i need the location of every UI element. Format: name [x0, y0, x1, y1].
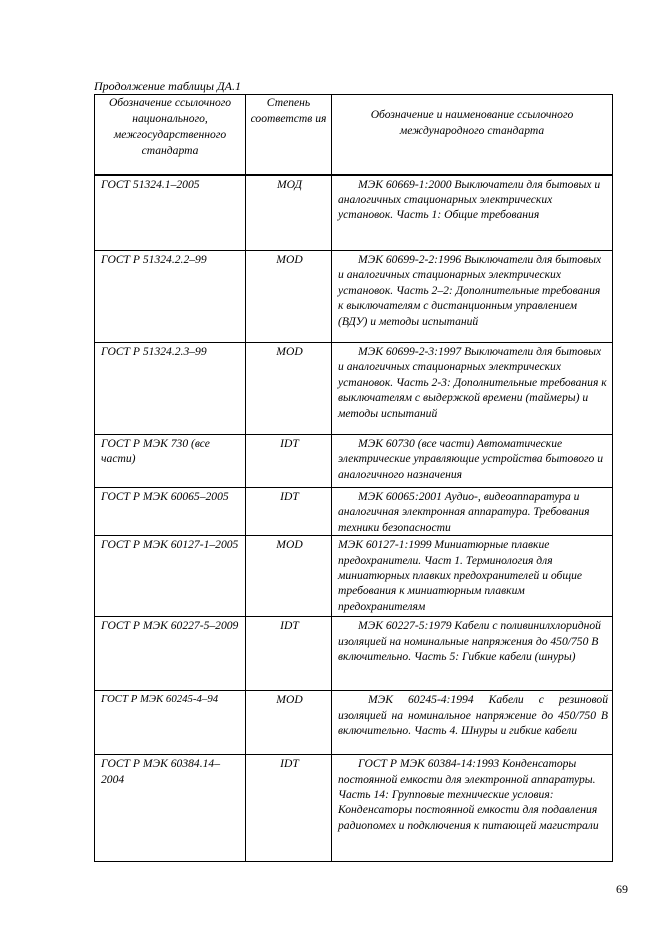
table-header-row [95, 95, 613, 175]
degree-cell: MOD [246, 343, 332, 435]
national-standard-cell: ГОСТ Р МЭК 60065–2005 [95, 488, 246, 536]
degree-cell: MOD [246, 536, 332, 617]
national-standard-cell: ГОСТ Р МЭК 60227-5–2009 [95, 617, 246, 691]
national-standard-cell: ГОСТ Р МЭК 60384.14–2004 [95, 755, 246, 862]
national-standard-cell: ГОСТ Р МЭК 60127-1–2005 [95, 536, 246, 617]
international-standard-cell: МЭК 60127-1:1999 Миниатюрные плавкие предохранители. Част 1. Терминология для миниатюрных плавких предохранителей и общие требования к миниатюрным плавким предохранителям [332, 536, 613, 617]
table-caption: Продолжение таблицы ДА.1 [94, 79, 241, 93]
national-standard-cell: ГОСТ Р 51324.2.2–99 [95, 251, 246, 343]
table-row [95, 343, 613, 435]
international-standard-cell: МЭК 60699-2-2:1996 Выключатели для бытовых и аналогичных стационарных электрических установок. Часть 2–2: Дополнительные требования к выключателям с дистанционным управлением (ВДУ) и методы испытаний [332, 251, 613, 343]
international-standard-cell: ГОСТ Р МЭК 60384-14:1993 Конденсаторы постоянной емкости для электронной аппаратуры. Часть 14: Групповые технические условия: Конденсаторы постоянной емкости для подавления радиопомех и подключения к питающей магистрали [332, 755, 613, 862]
international-standard-cell: МЭК 60245-4:1994 Кабели с резиновой изоляцией на номинальное напряжение до 450/750 В включительно. Часть 4. Шнуры и гибкие кабели [332, 691, 613, 755]
table-row [95, 755, 613, 862]
header-international-standard: Обозначение и наименование ссылочного международного стандарта [332, 95, 613, 175]
degree-cell: IDT [246, 617, 332, 691]
national-standard-cell: ГОСТ Р МЭК 60245-4–94 [95, 691, 246, 755]
international-standard-cell: МЭК 60730 (все части) Автоматические электрические управляющие устройства бытового и аналогичного назначения [332, 435, 613, 488]
degree-cell: MOD [246, 691, 332, 755]
degree-cell: IDT [246, 435, 332, 488]
table-row [95, 435, 613, 488]
national-standard-cell: ГОСТ Р МЭК 730 (все части) [95, 435, 246, 488]
table-row [95, 488, 613, 536]
table-row [95, 536, 613, 617]
table-row [95, 175, 613, 251]
national-standard-cell: ГОСТ 51324.1–2005 [95, 175, 246, 251]
international-standard-cell: МЭК 60669-1:2000 Выключатели для бытовых и аналогичных стационарных электрических установок. Часть 1: Общие требования [332, 175, 613, 251]
national-standard-cell: ГОСТ Р 51324.2.3–99 [95, 343, 246, 435]
page-number: 69 [616, 882, 628, 896]
table-row [95, 251, 613, 343]
reference-standards-table [94, 94, 613, 862]
international-standard-cell: МЭК 60227-5:1979 Кабели с поливинилхлоридной изоляцией на номинальные напряжения до 450/750 В включительно. Часть 5: Гибкие кабели (шнуры) [332, 617, 613, 691]
degree-cell: IDT [246, 488, 332, 536]
table-row [95, 617, 613, 691]
table-row [95, 691, 613, 755]
header-degree: Степень соответств ия [246, 95, 332, 175]
header-national-standard: Обозначение ссылочного национального, межгосударственного стандарта [95, 95, 246, 175]
degree-cell: MOD [246, 251, 332, 343]
degree-cell: МОД [246, 175, 332, 251]
degree-cell: IDT [246, 755, 332, 862]
international-standard-cell: МЭК 60699-2-3:1997 Выключатели для бытовых и аналогичных стационарных электрических установок. Часть 2-3: Дополнительные требования к выключателям с выдержкой времени (таймеры) и методы испытаний [332, 343, 613, 435]
international-standard-cell: МЭК 60065:2001 Аудио-, видеоаппаратура и аналогичная электронная аппаратура. Требования техники безопасности [332, 488, 613, 536]
